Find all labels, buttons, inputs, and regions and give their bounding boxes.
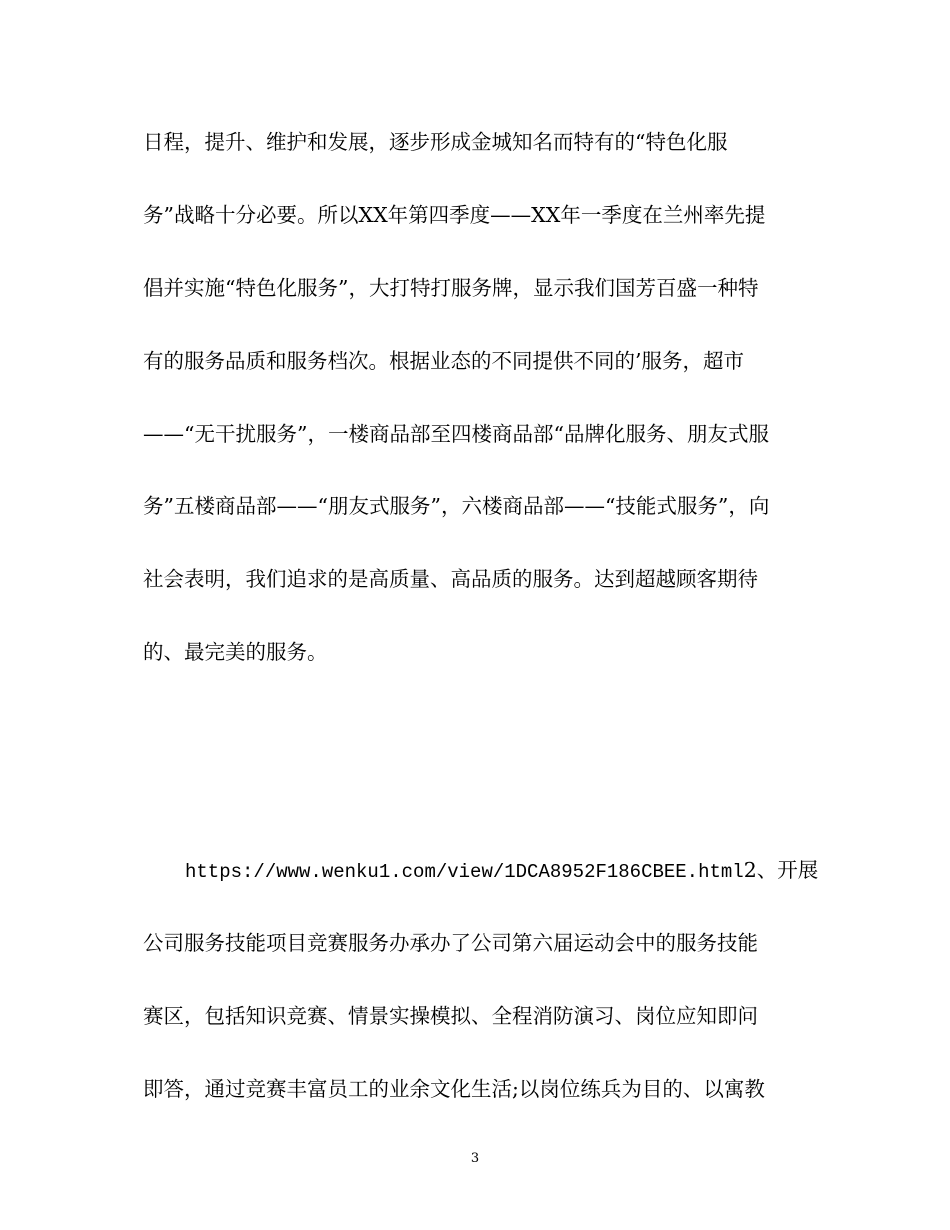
paragraph-1-line-8: 的、最完美的服务。 (143, 640, 328, 664)
paragraph-1-line-4: 有的服务品质和服务档次。根据业态的不同提供不同的’服务，超市 (143, 349, 745, 373)
paragraph-2-line-1 (185, 858, 819, 884)
source-url: https://www.wenku1.com/view/1DCA8952F186CBEE.html (185, 861, 744, 883)
page-number: 3 (470, 1151, 480, 1166)
paragraph-1-line-6: 务”五楼商品部——“朋友式服务”，六楼商品部——“技能式服务”，向 (143, 494, 770, 518)
paragraph-1-line-7: 社会表明，我们追求的是高质量、高品质的服务。达到超越顾客期待 (143, 567, 758, 591)
paragraph-1-line-5: ——“无干扰服务”，一楼商品部至四楼商品部“品牌化服务、朋友式服 (143, 422, 769, 446)
paragraph-1-line-3: 倡并实施“特色化服务”，大打特打服务牌，显示我们国芳百盛一种特 (143, 276, 759, 300)
paragraph-2-line-4: 即答，通过竞赛丰富员工的业余文化生活;以岗位练兵为目的、以寓教 (143, 1077, 765, 1101)
paragraph-2-line-2: 公司服务技能项目竞赛服务办承办了公司第六届运动会中的服务技能 (143, 931, 758, 955)
paragraph-2-line-3: 赛区，包括知识竞赛、情景实操模拟、全程消防演习、岗位应知即问 (143, 1004, 758, 1028)
paragraph-2-line-1-rest: 2、开展 (743, 858, 819, 882)
paragraph-1-line-2: 务”战略十分必要。所以XX年第四季度——XX年一季度在兰州率先提 (143, 203, 766, 227)
paragraph-1-line-1: 日程，提升、维护和发展，逐步形成金城知名而特有的“特色化服 (143, 130, 728, 154)
